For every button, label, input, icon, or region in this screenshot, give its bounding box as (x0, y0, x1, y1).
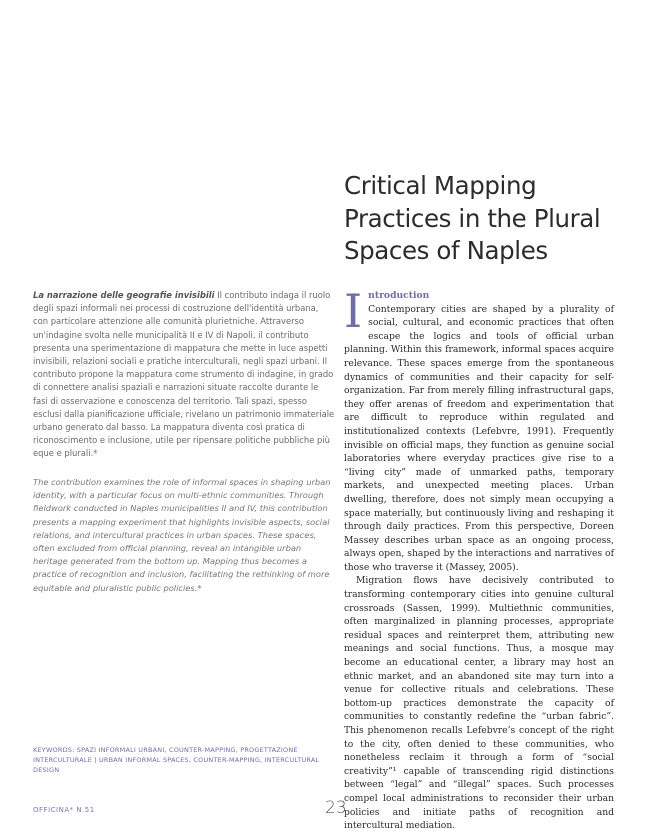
body-column (344, 284, 614, 833)
body-paragraph-2: Migration flows have decisively contributed to transforming contemporary cities into genuine cultural crossroads (Sassen, 1999). Multiethnic communities, often marginalized in planning processes, appropriate residual spaces and reinterpret them, attributing new meanings and social functions. Thus, a mosque may become an educational center, a library may host an ethnic market, and an abandoned site may turn into a venue for collective rituals and celebrations. These bottom-up practices demonstrate the capacity of communities to constantly redefine the “urban fabric”. This phenomenon recalls Lefebvre’s concept of the right to the city, often denied to these communities, who nonetheless reclaim it through a form of “social creativity”¹ capable of transcending rigid distinctions between “legal” and “illegal” spaces. Such processes compel local administrations to reconsider their urban policies and initiate paths of recognition and intercultural mediation. (344, 575, 614, 832)
page-number: 23 (325, 798, 347, 818)
keywords: KEYWORDS: SPAZI INFORMALI URBANI, COUNTER-MAPPING, PROGETTAZIONE INTERCULTURALE | URBAN INFORMAL SPACES, COUNTER-MAPPING, INTERCULTURAL DESIGN (33, 746, 320, 774)
body-paragraph-1: Contemporary cities are shaped by a plurality of social, cultural, and economic practices that often escape the logics and tools of official urban planning. Within this framework, informal spaces acquire relevance. These spaces emerge from the spontaneous dynamics of communities and their capacity for self-organization. Far from merely filling infrastructural gaps, they offer arenas of freedom and experimentation that are difficult to reproduce within regulated and institutionalized contexts (Lefebvre, 1991). Frequently invisible on official maps, they function as genuine social laboratories where everyday practices give rise to a “living city” made of unmarked paths, temporary markets, and unexpected meeting places. Urban dwelling, therefore, does not simply mean occupying a space materially, but continuously living and reshaping it through daily practices. From this perspective, Doreen Massey describes urban space as an ongoing process, always open, shaped by the interactions and narratives of those who traverse it (Massey, 2005). (344, 303, 614, 573)
abstract-english (33, 476, 335, 595)
title-line-2: Practices in the Plural (344, 203, 601, 233)
title-line-1: Critical Mapping (344, 171, 537, 200)
abstract-italian-star: * (93, 448, 98, 459)
abstract-english-star: * (197, 582, 202, 593)
abstract-italian-text: Il contributo indaga il ruolo degli spazi informali nei processi di costruzione dell'identità urbana, con particolare attenzione alle comunità plurietniche. Attraverso un'indagine svolta nelle municipalità II e IV di Napoli, il contributo presenta una sperimentazione di mappatura che mette in luce aspetti invisibili, relazioni sociali e pratiche interculturali, negli spazi urbani. Il contributo propone la mappatura come strumento di indagine, in grado di connettere analisi spaziali e narrazioni situate raccolte durante le fasi di osservazione e conoscenza del territorio. Tali spazi, spesso esclusi dalla pianificazione ufficiale, rivelano un patrimonio immateriale urbano generato dal basso. La mappatura diventa così pratica di riconoscimento e inclusione, utile per ripensare politiche pubbliche più eque e plurali. (33, 290, 335, 459)
abstract-italian (33, 289, 335, 461)
section-heading: ntroduction (368, 290, 430, 301)
article-title (344, 170, 634, 268)
abstract-english-text: The contribution examines the role of informal spaces in shaping urban identity, with a particular focus on multi-ethnic communities. Through fieldwork conducted in Naples municipalities II and IV, this contribution presents a mapping experiment that highlights invisible aspects, social relations, and intercultural practices in urban spaces. These spaces, often excluded from official planning, reveal an intangible urban heritage generated from the bottom up. Mapping thus becomes a practice of recognition and inclusion, facilitating the rethinking of more equitable and pluralistic public policies. (33, 477, 331, 593)
abstract-lead: La narrazione delle geografie invisibili (33, 290, 215, 300)
journal-footer: OFFICINA* N.51 (33, 806, 95, 814)
title-line-3: Spaces of Naples (344, 236, 548, 265)
drop-cap: I (344, 284, 363, 338)
